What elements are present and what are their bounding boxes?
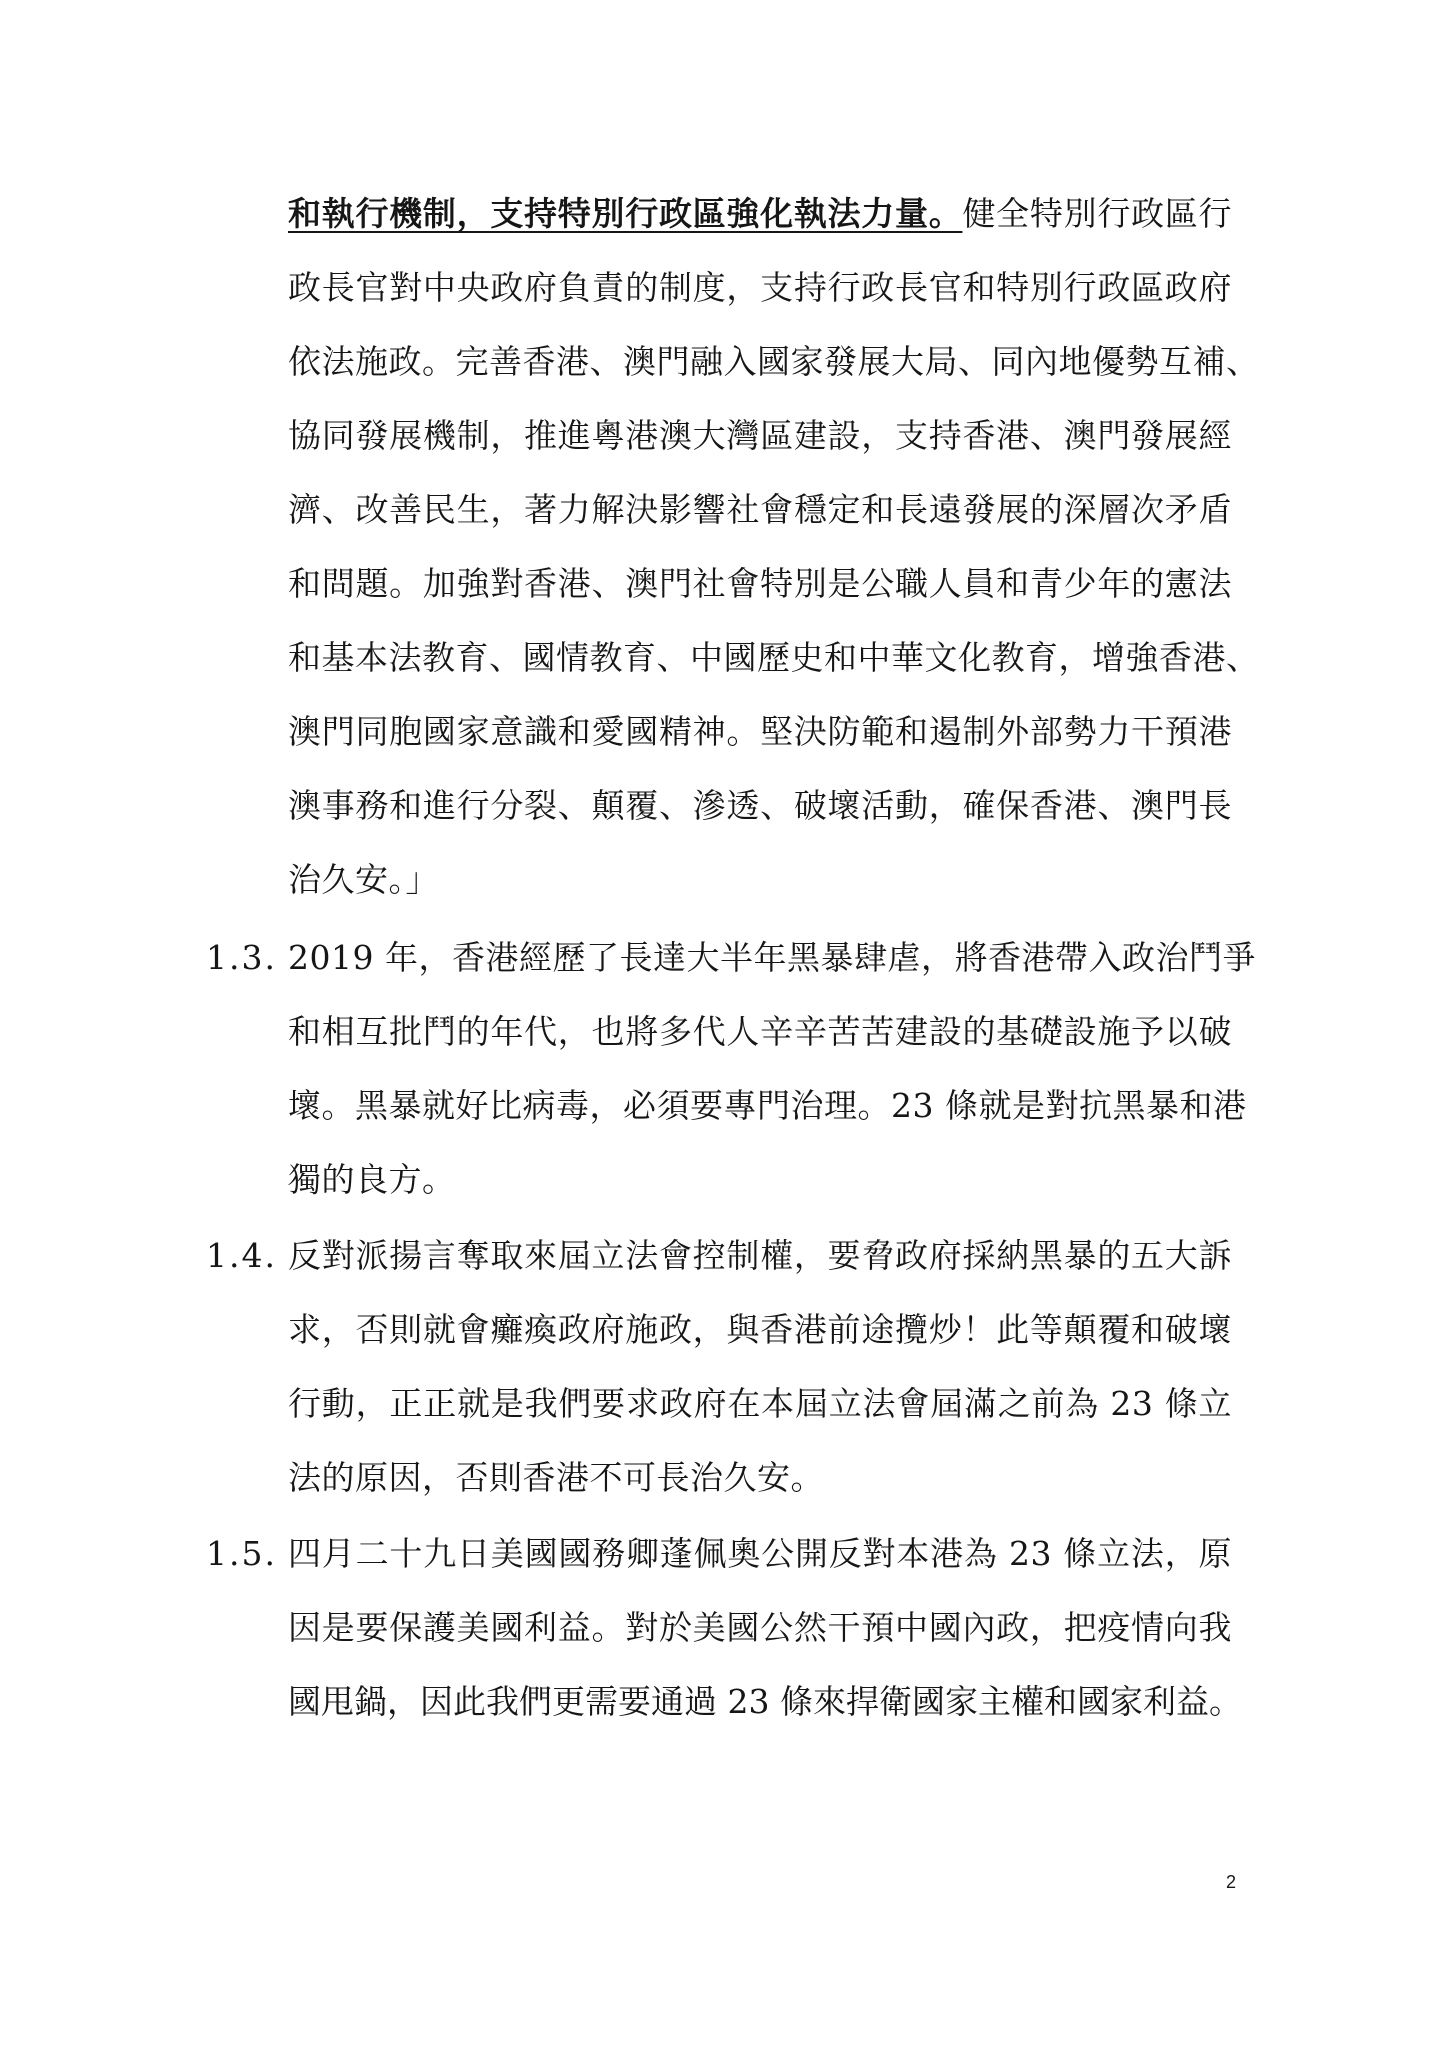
paragraph-line: 依法施政。完善香港、澳門融入國家發展大局、同內地優勢互補、: [288, 342, 1260, 381]
item-number: 1.5.: [206, 1534, 277, 1573]
paragraph-line: 壞。黑暴就好比病毒，必須要專門治理。23 條就是對抗黑暴和港: [288, 1086, 1247, 1125]
paragraph-line: 2019 年，香港經歷了長達大半年黑暴肆虐，將香港帶入政治鬥爭: [288, 938, 1256, 977]
paragraph-line: 獨的良方。: [288, 1160, 456, 1199]
paragraph-line: 和相互批鬥的年代，也將多代人辛辛苦苦建設的基礎設施予以破: [288, 1012, 1232, 1051]
paragraph-line: 治久安。」: [288, 860, 439, 899]
item-number: 1.3.: [206, 938, 277, 977]
paragraph-line: 濟、改善民生，著力解決影響社會穩定和長遠發展的深層次矛盾: [288, 490, 1232, 529]
paragraph-line: 和基本法教育、國情教育、中國歷史和中華文化教育，增強香港、: [288, 638, 1260, 677]
paragraph-line: [288, 194, 1232, 234]
paragraph-line: 求，否則就會癱瘓政府施政，與香港前途攬炒！此等顛覆和破壞: [288, 1310, 1232, 1349]
paragraph-line: 和問題。加強對香港、澳門社會特別是公職人員和青少年的憲法: [288, 564, 1232, 603]
paragraph-line: 國甩鍋，因此我們更需要通過 23 條來捍衛國家主權和國家利益。: [288, 1682, 1242, 1721]
paragraph-line: 四月二十九日美國國務卿蓬佩奧公開反對本港為 23 條立法，原: [288, 1534, 1232, 1573]
paragraph-line: 澳事務和進行分裂、顛覆、滲透、破壞活動，確保香港、澳門長: [288, 786, 1232, 825]
page-number: 2: [1226, 1872, 1237, 1892]
item-number: 1.4.: [206, 1236, 277, 1275]
paragraph-text: 健全特別行政區行: [962, 194, 1233, 233]
paragraph-line: 澳門同胞國家意識和愛國精神。堅決防範和遏制外部勢力干預港: [288, 712, 1232, 751]
paragraph-line: 法的原因，否則香港不可長治久安。: [288, 1458, 824, 1497]
paragraph-line: 政長官對中央政府負責的制度，支持行政長官和特別行政區政府: [288, 268, 1232, 307]
paragraph-line: 協同發展機制，推進粵港澳大灣區建設，支持香港、澳門發展經: [288, 416, 1232, 455]
emphasized-text: 和執行機制，支持特別行政區強化執法力量。: [288, 194, 963, 233]
paragraph-line: 行動，正正就是我們要求政府在本屆立法會屆滿之前為 23 條立: [288, 1384, 1232, 1423]
paragraph-line: 因是要保護美國利益。對於美國公然干預中國內政，把疫情向我: [288, 1608, 1232, 1647]
paragraph-line: 反對派揚言奪取來屆立法會控制權，要脅政府採納黑暴的五大訴: [288, 1236, 1232, 1275]
